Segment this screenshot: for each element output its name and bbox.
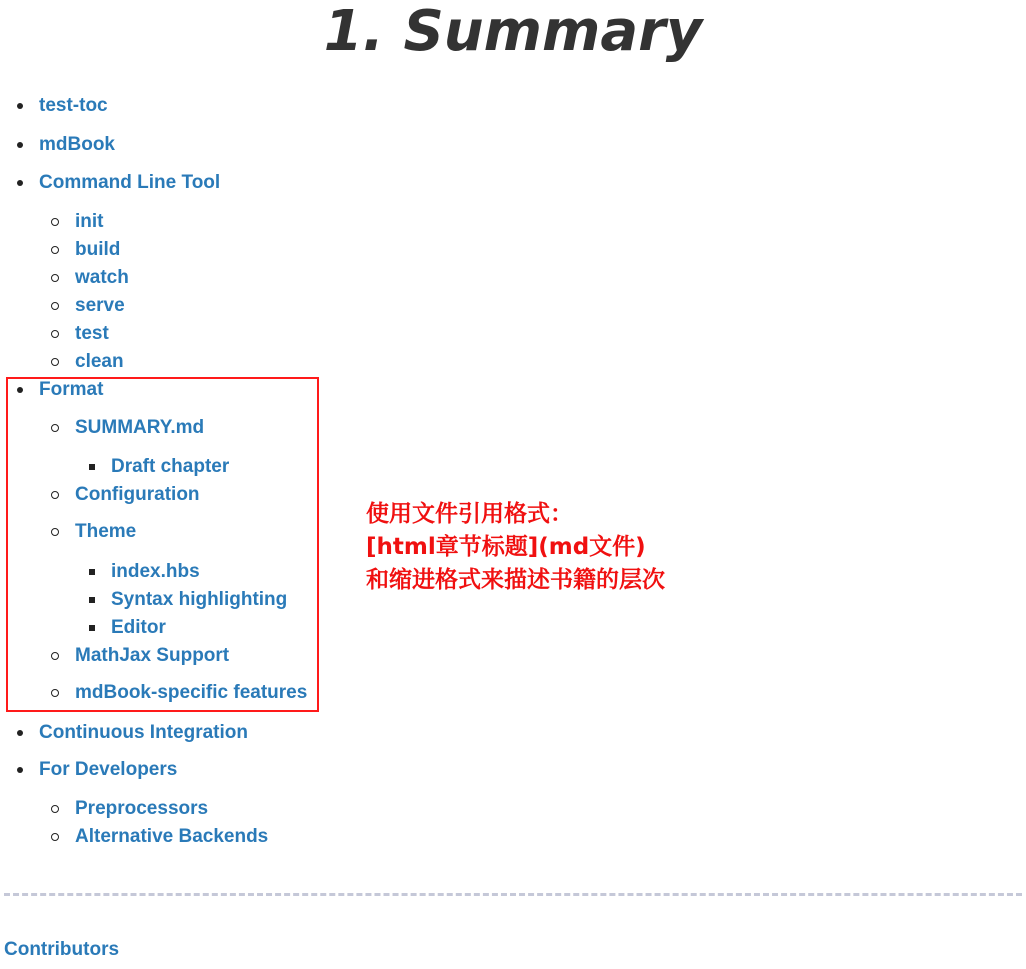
- toc-item: [39, 133, 115, 157]
- toc-item: [39, 171, 220, 195]
- contributors-link[interactable]: Contributors: [4, 939, 120, 960]
- toc-item: [75, 294, 125, 318]
- toc-item: [39, 721, 248, 745]
- toc-link[interactable]: mdBook-specific features: [75, 682, 308, 703]
- annotation-line-3: 和缩进格式来描述书籍的层次: [366, 567, 665, 593]
- toc-link[interactable]: Continuous Integration: [39, 722, 248, 743]
- list-bullet-icon: [17, 730, 23, 736]
- toc-item: [75, 797, 208, 821]
- list-bullet-icon: [51, 246, 59, 254]
- list-bullet-icon: [17, 103, 23, 109]
- toc-link[interactable]: build: [75, 239, 121, 260]
- toc-link[interactable]: For Developers: [39, 759, 178, 780]
- toc-link[interactable]: Editor: [111, 617, 166, 638]
- toc-item: [39, 758, 177, 782]
- footer-divider: [4, 893, 1022, 896]
- list-bullet-icon: [51, 833, 59, 841]
- toc-item: [75, 350, 124, 374]
- toc-link[interactable]: test-toc: [39, 95, 108, 116]
- toc-item: [75, 210, 104, 234]
- toc-link[interactable]: Draft chapter: [111, 456, 230, 477]
- format-section-highlight-box: [6, 377, 319, 712]
- annotation-line-2: [html章节标题](md文件): [366, 534, 646, 560]
- list-bullet-icon: [51, 274, 59, 282]
- list-bullet-icon: [17, 180, 23, 186]
- list-bullet-icon: [51, 358, 59, 366]
- toc-item: [75, 238, 120, 262]
- list-bullet-icon: [51, 218, 59, 226]
- list-bullet-icon: [17, 142, 23, 148]
- toc-link[interactable]: Format: [39, 379, 104, 400]
- annotation-line-1: 使用文件引用格式：: [366, 501, 573, 527]
- list-bullet-icon: [17, 767, 23, 773]
- toc-item: [39, 94, 108, 118]
- toc-link[interactable]: Alternative Backends: [75, 826, 269, 847]
- toc-link[interactable]: clean: [75, 351, 124, 372]
- annotation-note: [366, 498, 665, 597]
- toc-link[interactable]: serve: [75, 295, 125, 316]
- toc-link[interactable]: Preprocessors: [75, 798, 209, 819]
- toc-link[interactable]: index.hbs: [111, 561, 200, 582]
- toc-item: [75, 322, 109, 346]
- toc-link[interactable]: Syntax highlighting: [111, 589, 288, 610]
- list-bullet-icon: [51, 330, 59, 338]
- toc-link[interactable]: SUMMARY.md: [75, 417, 205, 438]
- toc-link[interactable]: mdBook: [39, 134, 115, 155]
- page-title: 1. Summary: [323, 0, 703, 64]
- list-bullet-icon: [51, 302, 59, 310]
- toc-link[interactable]: Command Line Tool: [39, 172, 221, 193]
- toc-link[interactable]: watch: [75, 267, 129, 288]
- list-bullet-icon: [51, 805, 59, 813]
- toc-link[interactable]: MathJax Support: [75, 645, 230, 666]
- toc-item: [75, 266, 129, 290]
- toc-link[interactable]: init: [75, 211, 104, 232]
- toc-link[interactable]: test: [75, 323, 109, 344]
- toc-link[interactable]: Configuration: [75, 484, 200, 505]
- toc-link[interactable]: Theme: [75, 521, 137, 542]
- toc-item: [75, 825, 268, 849]
